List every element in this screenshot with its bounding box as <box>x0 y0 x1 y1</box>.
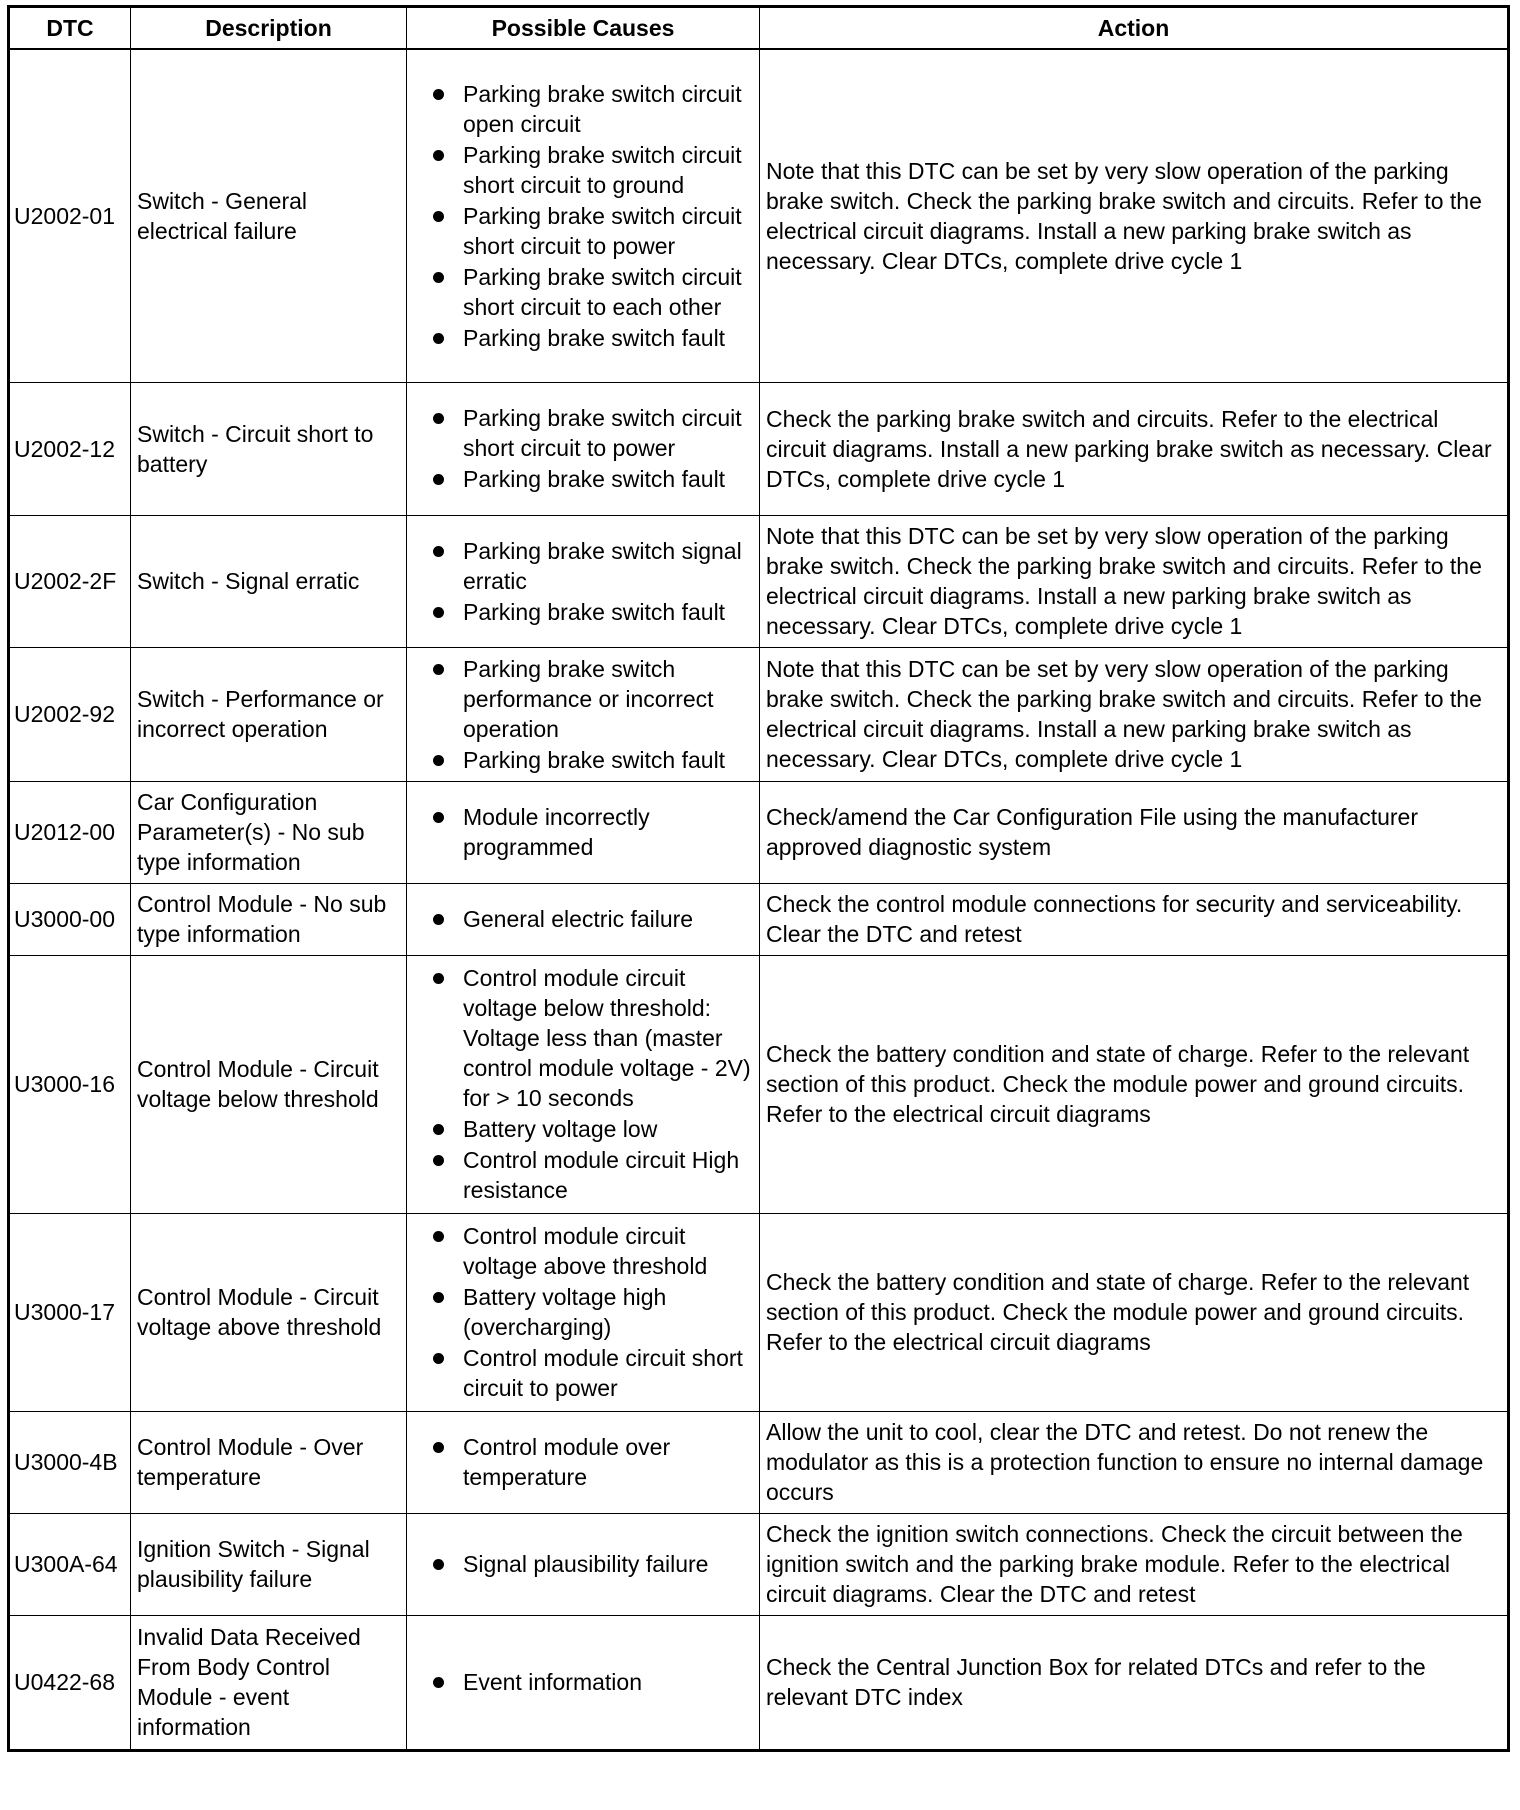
table-row <box>9 1615 1509 1750</box>
possible-causes <box>407 515 760 647</box>
dtc-description: Control Module - Circuit voltage below threshold <box>131 955 407 1213</box>
table-row <box>9 1213 1509 1411</box>
causes-list <box>413 963 753 1205</box>
cause-item: Parking brake switch circuit short circuit to power <box>413 403 753 463</box>
dtc-code: U2002-12 <box>9 382 131 515</box>
dtc-description: Switch - Circuit short to battery <box>131 382 407 515</box>
dtc-action: Check the control module connections for security and serviceability. Clear the DTC and retest <box>760 883 1509 955</box>
header-row <box>9 7 1509 50</box>
table-row <box>9 49 1509 382</box>
cause-item: Parking brake switch fault <box>413 597 753 627</box>
cause-item: Parking brake switch circuit short circuit to power <box>413 201 753 261</box>
possible-causes <box>407 1513 760 1615</box>
causes-list <box>413 1667 753 1697</box>
dtc-code: U2002-92 <box>9 647 131 781</box>
possible-causes <box>407 647 760 781</box>
causes-list <box>413 802 753 862</box>
dtc-action: Note that this DTC can be set by very slow operation of the parking brake switch. Check the parking brake switch and circuits. Refer to the electrical circuit diagrams. Install a new parking brake switch as necessary. Clear DTCs, complete drive cycle 1 <box>760 515 1509 647</box>
table-row <box>9 1411 1509 1513</box>
table-row <box>9 781 1509 883</box>
cause-item: Parking brake switch circuit open circuit <box>413 79 753 139</box>
cause-item: Parking brake switch circuit short circuit to ground <box>413 140 753 200</box>
header-action: Action <box>760 7 1509 50</box>
dtc-code: U3000-4B <box>9 1411 131 1513</box>
possible-causes <box>407 1213 760 1411</box>
causes-list <box>413 1549 753 1579</box>
dtc-description: Control Module - Over temperature <box>131 1411 407 1513</box>
dtc-description: Invalid Data Received From Body Control Module - event information <box>131 1615 407 1750</box>
causes-list <box>413 904 753 934</box>
dtc-action: Note that this DTC can be set by very slow operation of the parking brake switch. Check the parking brake switch and circuits. Refer to the electrical circuit diagrams. Install a new parking brake switch as necessary. Clear DTCs, complete drive cycle 1 <box>760 49 1509 382</box>
cause-item: Control module circuit High resistance <box>413 1145 753 1205</box>
dtc-action: Check the battery condition and state of charge. Refer to the relevant section of this product. Check the module power and ground circuits. Refer to the electrical circuit diagrams <box>760 1213 1509 1411</box>
cause-item: Control module circuit voltage above threshold <box>413 1221 753 1281</box>
dtc-action: Check the Central Junction Box for related DTCs and refer to the relevant DTC index <box>760 1615 1509 1750</box>
causes-list <box>413 654 753 775</box>
dtc-action: Check the battery condition and state of charge. Refer to the relevant section of this product. Check the module power and ground circuits. Refer to the electrical circuit diagrams <box>760 955 1509 1213</box>
dtc-code: U0422-68 <box>9 1615 131 1750</box>
cause-item: Control module over temperature <box>413 1432 753 1492</box>
cause-item: Control module circuit voltage below threshold: Voltage less than (master control module voltage - 2V) for > 10 seconds <box>413 963 753 1113</box>
possible-causes <box>407 1411 760 1513</box>
header-description: Description <box>131 7 407 50</box>
cause-item: Parking brake switch fault <box>413 323 753 353</box>
dtc-code: U3000-00 <box>9 883 131 955</box>
dtc-action: Check/amend the Car Configuration File using the manufacturer approved diagnostic system <box>760 781 1509 883</box>
dtc-description: Ignition Switch - Signal plausibility failure <box>131 1513 407 1615</box>
cause-item: Parking brake switch signal erratic <box>413 536 753 596</box>
table-row <box>9 955 1509 1213</box>
possible-causes <box>407 955 760 1213</box>
dtc-description: Switch - Performance or incorrect operation <box>131 647 407 781</box>
table-header <box>9 7 1509 50</box>
table-row <box>9 382 1509 515</box>
cause-item: Parking brake switch performance or incorrect operation <box>413 654 753 744</box>
dtc-table <box>7 5 1510 1752</box>
dtc-description: Control Module - No sub type information <box>131 883 407 955</box>
cause-item: Parking brake switch fault <box>413 464 753 494</box>
cause-item: Parking brake switch fault <box>413 745 753 775</box>
causes-list <box>413 403 753 494</box>
dtc-action: Check the ignition switch connections. Check the circuit between the ignition switch and the parking brake module. Refer to the electrical circuit diagrams. Clear the DTC and retest <box>760 1513 1509 1615</box>
dtc-description: Control Module - Circuit voltage above threshold <box>131 1213 407 1411</box>
dtc-description: Car Configuration Parameter(s) - No sub type information <box>131 781 407 883</box>
possible-causes <box>407 883 760 955</box>
header-possible-causes: Possible Causes <box>407 7 760 50</box>
cause-item: Battery voltage high (overcharging) <box>413 1282 753 1342</box>
dtc-code: U2002-01 <box>9 49 131 382</box>
dtc-action: Note that this DTC can be set by very slow operation of the parking brake switch. Check the parking brake switch and circuits. Refer to the electrical circuit diagrams. Install a new parking brake switch as necessary. Clear DTCs, complete drive cycle 1 <box>760 647 1509 781</box>
dtc-code: U2002-2F <box>9 515 131 647</box>
possible-causes <box>407 781 760 883</box>
dtc-code: U300A-64 <box>9 1513 131 1615</box>
dtc-description: Switch - Signal erratic <box>131 515 407 647</box>
causes-list <box>413 536 753 627</box>
possible-causes <box>407 1615 760 1750</box>
header-dtc: DTC <box>9 7 131 50</box>
cause-item: Module incorrectly programmed <box>413 802 753 862</box>
table-row <box>9 883 1509 955</box>
dtc-code: U3000-16 <box>9 955 131 1213</box>
causes-list <box>413 1221 753 1403</box>
causes-list <box>413 79 753 353</box>
cause-item: General electric failure <box>413 904 753 934</box>
dtc-code: U3000-17 <box>9 1213 131 1411</box>
possible-causes <box>407 382 760 515</box>
cause-item: Parking brake switch circuit short circuit to each other <box>413 262 753 322</box>
cause-item: Control module circuit short circuit to power <box>413 1343 753 1403</box>
causes-list <box>413 1432 753 1492</box>
table-row <box>9 515 1509 647</box>
dtc-action: Allow the unit to cool, clear the DTC and retest. Do not renew the modulator as this is a protection function to ensure no internal damage occurs <box>760 1411 1509 1513</box>
cause-item: Battery voltage low <box>413 1114 753 1144</box>
dtc-description: Switch - General electrical failure <box>131 49 407 382</box>
cause-item: Event information <box>413 1667 753 1697</box>
dtc-action: Check the parking brake switch and circuits. Refer to the electrical circuit diagrams. Install a new parking brake switch as necessary. Clear DTCs, complete drive cycle 1 <box>760 382 1509 515</box>
table-body <box>9 49 1509 1750</box>
cause-item: Signal plausibility failure <box>413 1549 753 1579</box>
table-row <box>9 647 1509 781</box>
possible-causes <box>407 49 760 382</box>
table-row <box>9 1513 1509 1615</box>
dtc-code: U2012-00 <box>9 781 131 883</box>
